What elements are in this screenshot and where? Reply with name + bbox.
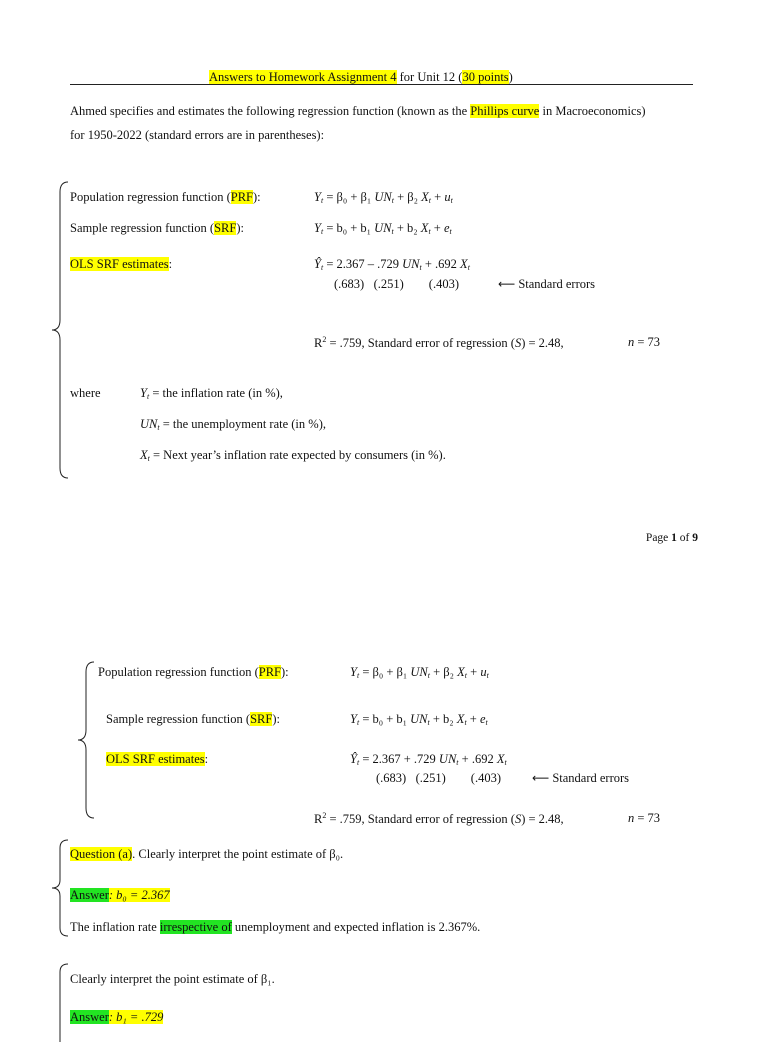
srf-label (70, 221, 244, 236)
left-brace (50, 180, 70, 480)
left-arrow-icon: ⟵ (532, 771, 550, 785)
n-number: = 73 (634, 811, 661, 825)
def-y: $Y_t$ = the inflation rate (in %), (140, 386, 283, 401)
ols-label-2 (106, 752, 208, 767)
title-close: ) (508, 70, 513, 84)
n-number: = 73 (634, 335, 661, 349)
answer-b-highlight: Answer (70, 1010, 109, 1024)
prf-label-end: ): (281, 665, 289, 679)
left-brace-qa (50, 838, 70, 938)
n-value (628, 335, 660, 350)
r2-text-end: ) = 2.48, (521, 336, 564, 350)
srf-highlight: SRF (214, 221, 237, 235)
prf-label-text: Population regression function ( (98, 665, 259, 679)
page-label: Page (645, 532, 672, 544)
prf-equation: $Y_t = \beta_0 + \beta_1$ $UN_t + \beta_2$ $X_t + u_t$ (314, 190, 453, 205)
srf-label-2 (106, 712, 280, 727)
def-un: $UN_t$ = the unemployment rate (in %), (140, 417, 326, 432)
n-symbol: n (628, 335, 635, 349)
srf-label-text: Sample regression function ( (106, 712, 251, 726)
n-symbol: n (628, 811, 635, 825)
page-of: of (676, 532, 693, 544)
prf-label-end: ): (253, 190, 261, 204)
page-total: 9 (692, 532, 698, 544)
se-label: Standard errors (518, 277, 596, 291)
answer-a-block (70, 888, 170, 902)
ols-colon: : (168, 257, 173, 271)
srf-label-text: Sample regression function ( (70, 221, 215, 235)
def-x-text: = Next year’s inflation rate expected by consumers (in %). (149, 448, 446, 462)
r2-line: $R^2 = .759$, Standard error of regression (S) = 2.48, (314, 335, 564, 350)
ols-equation: $Ŷ_t = 2.367 - .729$ $UN_t + .692$ $X_t$ (314, 257, 470, 272)
r2-text: = .759, Standard error of regression ( (326, 336, 515, 350)
answer-b (70, 1010, 163, 1025)
srf-equation-2: $Y_t = b_0 + b_1$ $UN_t + b_2$ $X_t + e_t$ (350, 712, 488, 727)
explanation-text: The inflation rate (70, 920, 160, 934)
prf-label-text: Population regression function ( (70, 190, 231, 204)
eq-y: Y (350, 665, 357, 679)
irrespective-highlight: irrespective of (159, 920, 232, 934)
r2-line-2: $R^2 = .759$, Standard error of regression (S) = 2.48, (314, 811, 564, 826)
eq-rest: = β₀ + β₁ (359, 665, 411, 679)
title-highlight: Answers to Homework Assignment 4 (209, 70, 397, 84)
left-brace-2 (76, 660, 96, 820)
se-label: Standard errors (552, 771, 630, 785)
answer-a (70, 888, 170, 903)
srf-label-end: ): (236, 221, 244, 235)
ols-equation-2: $Ŷ_t = 2.367 + .729$ $UN_t + .692$ $X_t$ (350, 752, 507, 767)
srf-equation: $Y_t = b_0 + b_1$ $UN_t + b_2$ $X_t + e_t$ (314, 221, 452, 236)
answer-a-highlight: Answer (70, 888, 109, 902)
standard-error-values: (.683) (.251) (.403) (334, 277, 459, 291)
def-y-text: = the inflation rate (in %), (149, 386, 283, 400)
srf-label-end: ): (272, 712, 280, 726)
prf-highlight: PRF (258, 665, 281, 679)
answer-a-explanation (70, 920, 480, 935)
r2-symbol: R (314, 336, 323, 350)
intro-line-1 (70, 104, 646, 119)
intro-text-end: in Macroeconomics) (539, 104, 646, 118)
eq-rest1: = 2.367 + .729 (359, 752, 439, 766)
answer-b-block (70, 1010, 163, 1024)
prf-highlight: PRF (230, 190, 253, 204)
where-label: where (70, 386, 101, 400)
eq-rest: = β₀ + β₁ (323, 190, 375, 204)
n-value-2 (628, 811, 660, 826)
prf-equation-2: $Y_t = \beta_0 + \beta_1$ $UN_t + \beta_2$ $X_t + u_t$ (350, 665, 489, 680)
left-arrow-icon: ⟵ (498, 277, 516, 291)
page-title (209, 70, 513, 85)
r2-symbol: R (314, 812, 323, 826)
answer-b-value: : b₁ = .729 (108, 1010, 164, 1024)
eq-rest: = b₀ + b₁ (359, 712, 411, 726)
question-a-text: . Clearly interpret the point estimate of β₀. (132, 847, 344, 861)
question-b: Clearly interpret the point estimate of β₁. (70, 972, 275, 986)
title-text: for Unit 12 ( (396, 70, 463, 84)
s-symbol: S (514, 812, 522, 826)
eq-rest1: = 2.367 – .729 (323, 257, 403, 271)
points-highlight: 30 points (462, 70, 509, 84)
left-brace-qb (50, 962, 70, 1042)
prf-label (70, 190, 261, 205)
ols-highlight: OLS SRF estimates (70, 257, 169, 271)
standard-errors-note (498, 277, 595, 292)
ols-label (70, 257, 172, 272)
eq-rest2: + .692 (421, 257, 461, 271)
eq-y: Y (350, 712, 357, 726)
eq-yhat: Ŷ (350, 752, 357, 766)
srf-highlight: SRF (250, 712, 273, 726)
explanation-text-end: unemployment and expected inflation is 2.367%. (231, 920, 481, 934)
phillips-highlight: Phillips curve (470, 104, 540, 118)
eq-y: Y (314, 221, 321, 235)
r2-text: = .759, Standard error of regression ( (326, 812, 515, 826)
ols-colon: : (204, 752, 209, 766)
r2-text-end: ) = 2.48, (521, 812, 564, 826)
standard-errors-note-2 (532, 771, 629, 786)
prf-label-2 (98, 665, 289, 680)
intro-line-2: for 1950-2022 (standard errors are in parentheses): (70, 128, 325, 142)
answer-a-value: : b₀ = 2.367 (108, 888, 170, 902)
question-a-highlight: Question (a) (70, 847, 133, 861)
eq-y: Y (314, 190, 321, 204)
standard-error-values-2: (.683) (.251) (.403) (376, 771, 501, 785)
question-a (70, 847, 343, 862)
page-number (646, 532, 698, 544)
eq-rest: = b₀ + b₁ (323, 221, 375, 235)
page-current: 1 (671, 532, 677, 544)
def-un-text: = the unemployment rate (in %), (159, 417, 326, 431)
s-symbol: S (514, 336, 522, 350)
ols-highlight: OLS SRF estimates (106, 752, 205, 766)
eq-rest2: + .692 (458, 752, 497, 766)
intro-text: Ahmed specifies and estimates the following regression function (known as the (70, 104, 471, 118)
eq-yhat: Ŷ (314, 257, 321, 271)
def-x: $X_t$ = Next year’s inflation rate expected by consumers (in %). (140, 448, 446, 463)
